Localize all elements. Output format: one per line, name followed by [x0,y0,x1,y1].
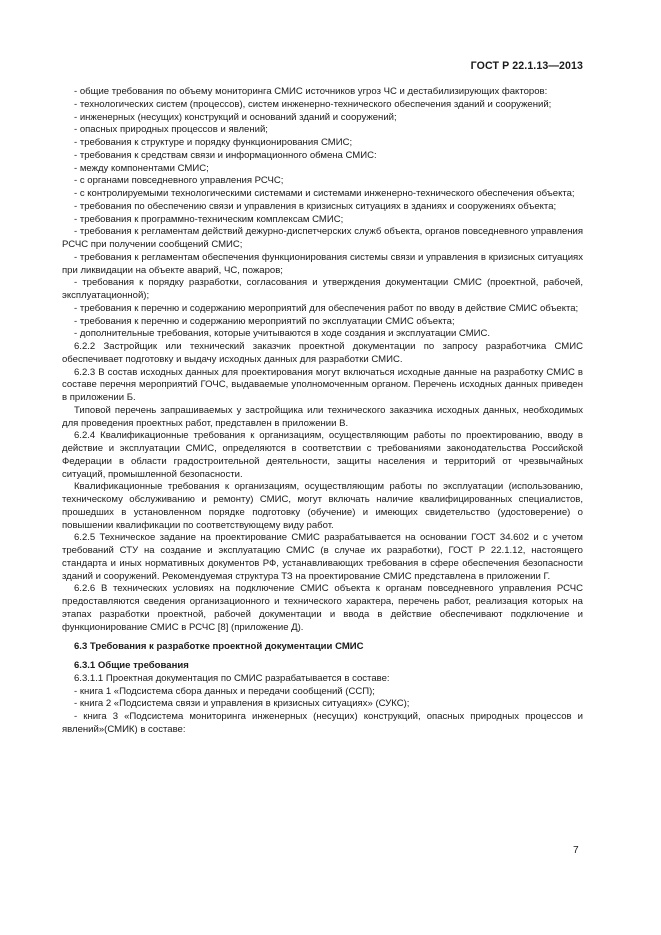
list-item: - с органами повседневного управления РСЧС; [74,175,284,187]
section-heading: 6.3 Требования к разработке проектной документации СМИС [74,641,364,653]
page-number: 7 [573,845,579,856]
list-item: - требования к порядку разработки, согласования и утверждения документации СМИС (проектной, рабочей, эксплуатационной); [62,277,583,301]
paragraph-6-2-4: 6.2.4 Квалификационные требования к организациям, осуществляющим работы по проектированию, вводу в действие и эксплуатации СМИС, определяются в соответствии с требованиями законодательства Российской Федерации в области градостроительной деятельности, защиты населения и территорий от чрезвычайных ситуаций, промышленной безопасности. [62,430,583,480]
list-item: - с контролируемыми технологическими системами и системами инженерно-технического обеспечения объекта; [74,188,575,199]
list-item: - между компонентами СМИС; [74,162,209,174]
paragraph-6-2-3: 6.2.3 В состав исходных данных для проектирования могут включаться исходные данные на разработку СМИС в составе перечня мероприятий ГОЧС, выдаваемые уполномоченным органом. Перечень исходных данных приведен в приложении Б. [62,366,583,403]
list-item: - технологических систем (процессов), систем инженерно-технического обеспечения зданий и сооружений; [74,98,552,110]
list-item: - дополнительные требования, которые учитываются в ходе создания и эксплуатации СМИС. [74,328,491,340]
document-body [62,86,583,737]
list-item: - требования к структуре и порядку функционирования СМИС; [74,137,353,148]
subsection-heading: 6.3.1 Общие требования [74,660,189,671]
paragraph-6-2-6: 6.2.6 В технических условиях на подключение СМИС объекта к органам повседневного управления РСЧС предоставляются сведения организационного и технического характера, перечень работ, реализация которых на этапах разработки проектной, рабочей документации и ввода в действие обеспечивают подключение и функционирование СМИС в РСЧС [8] (приложение Д). [62,583,583,633]
list-item: - книга 3 «Подсистема мониторинга инженерных (несущих) конструкций, опасных природных процессов и явлений»(СМИК) в составе: [62,711,583,735]
list-item: - требования к средствам связи и информационного обмена СМИС: [74,149,377,161]
paragraph-qualification: Квалификационные требования к организациям, осуществляющим работы по эксплуатации (использованию, техническому обслуживанию и ремонту) СМИС, могут включать наличие квалифицированных специалистов, прошедших в установленном порядке подготовку (обучение) и имеющих свидетельство (удостоверение) о повышении квалификации по соответствующему виду работ. [62,481,583,531]
list-item: - требования к программно-техническим комплексам СМИС; [74,213,344,225]
paragraph-6-2-2: 6.2.2 Застройщик или технический заказчик проектной документации по запросу разработчика СМИС обеспечивает подготовку и выдачу исходных данных для разработки СМИС. [62,341,583,365]
list-item: - требования к регламентам действий дежурно-диспетчерских служб объекта, органов повседневного управления РСЧС при получении сообщений СМИС; [62,226,583,250]
list-item: - опасных природных процессов и явлений; [74,124,268,136]
document-code-header: ГОСТ Р 22.1.13—2013 [470,60,583,72]
list-item: - книга 2 «Подсистема связи и управления в кризисных ситуациях» (СУКС); [74,698,410,710]
list-item: - книга 1 «Подсистема сбора данных и передачи сообщений (ССП); [74,685,375,697]
list-item: - общие требования по объему мониторинга СМИС источников угроз ЧС и дестабилизирующих факторов: [74,86,548,97]
list-item: - требования по обеспечению связи и управления в кризисных ситуациях в зданиях и сооружениях объекта; [74,200,557,212]
paragraph-6-2-5: 6.2.5 Техническое задание на проектирование СМИС разрабатывается на основании ГОСТ 34.602 и с учетом требований СТУ на создание и эксплуатацию СМИС (в случае их разработки), ГОСТ Р 22.1.12, настоящего стандарта и иных нормативных документов РФ, устанавливающих требования в сфере обеспечения безопасности зданий и сооружений. Рекомендуемая структура ТЗ на проектирование СМИС представлена в приложении Г. [62,532,583,582]
list-item: - требования к перечню и содержанию мероприятий для обеспечения работ по вводу в действие СМИС объекта; [74,302,579,314]
paragraph-typical-list: Типовой перечень запрашиваемых у застройщика или технического заказчика исходных данных, необходимых для проведения проектных работ, представлен в приложении В. [62,404,583,429]
paragraph-6-3-1-1: 6.3.1.1 Проектная документация по СМИС разрабатывается в составе: [74,672,390,684]
list-item: - требования к регламентам обеспечения функционирования системы связи и управления в кризисных ситуациях при ликвидации на объекте аварий, ЧС, пожаров; [62,251,583,276]
list-item: - инженерных (несущих) конструкций и оснований зданий и сооружений; [74,111,397,123]
list-item: - требования к перечню и содержанию мероприятий по эксплуатации СМИС объекта; [74,315,455,327]
